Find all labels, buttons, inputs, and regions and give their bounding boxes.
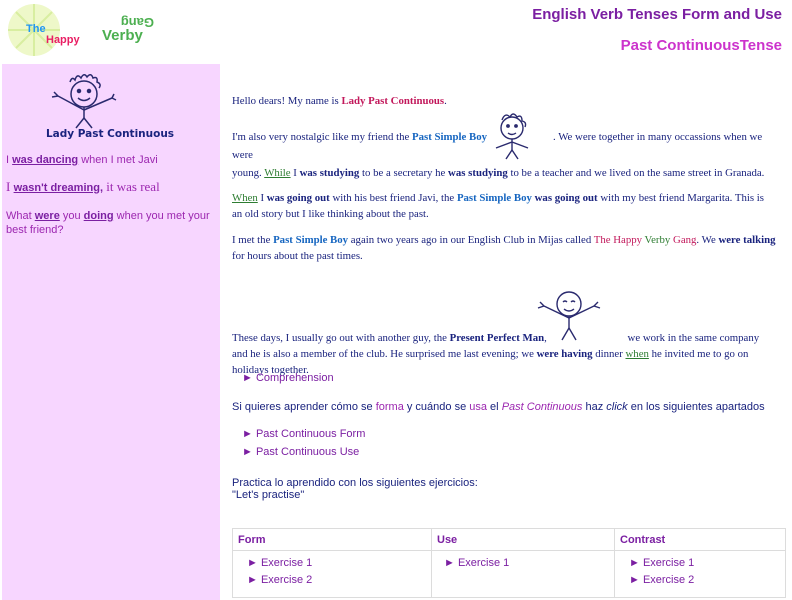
column-header-use: Use	[432, 529, 615, 551]
exercises-table	[232, 528, 786, 598]
page-subtitle: Past ContinuousTense	[620, 37, 782, 54]
contrast-exercise-2-link[interactable]: ► Exercise 2	[629, 574, 695, 586]
sidebar-example-1: I was dancing when I met Javi	[6, 154, 158, 166]
paragraph-6: These days, I usually go out with another guy, the Present Perfect Man, we work in the same company and he is also a member of the club. He surprised me last evening; we were having dinner when he invited me to go on holidays together.	[232, 332, 760, 376]
site-logo[interactable]	[4, 2, 174, 58]
sidebar	[2, 64, 220, 600]
column-header-form: Form	[233, 529, 432, 551]
past-continuous-use-link[interactable]: ► Past Continuous Use	[242, 446, 360, 458]
sidebar-example-3: What were you doing when you met your best friend?	[6, 210, 210, 236]
logo-word-gang: Gang	[120, 15, 154, 30]
form-exercise-1-link[interactable]: ► Exercise 1	[247, 557, 313, 569]
form-exercise-2-link[interactable]: ► Exercise 2	[247, 574, 313, 586]
form-exercises-cell	[233, 551, 432, 598]
character-name: Past Simple Boy	[412, 131, 488, 143]
use-exercises-cell	[432, 551, 615, 598]
verb-link[interactable]: were	[34, 210, 60, 222]
comprehension-link[interactable]: ► Comprehension	[242, 372, 334, 384]
instructions-text: Si quieres aprender cómo se forma y cuándo se usa el Past Continuous haz click en los siguientes apartados	[232, 401, 765, 413]
column-header-contrast: Contrast	[615, 529, 786, 551]
verb-link[interactable]: wasn't dreaming,	[13, 182, 104, 194]
practice-label: "Let's practise"	[232, 489, 305, 501]
time-word-link[interactable]: When	[232, 192, 258, 204]
past-continuous-form-link[interactable]: ► Past Continuous Form	[242, 428, 366, 440]
paragraph-2: I'm also very nostalgic like my friend the Past Simple Boy . We were together in many occassions when we were	[232, 131, 763, 161]
character-name: Lady Past Continuous	[341, 95, 445, 107]
lady-past-continuous-illustration	[46, 70, 122, 130]
paragraph-3: young. While I was studying to be a secretary he was studying to be a teacher and we lived on the same street in Granada.	[232, 167, 765, 179]
contrast-exercise-1-link[interactable]: ► Exercise 1	[629, 557, 695, 569]
verb-link[interactable]: was dancing	[12, 154, 79, 166]
time-word-link[interactable]: when	[625, 348, 649, 360]
intro-paragraph: Hello dears! My name is Lady Past Continuous.	[232, 95, 447, 107]
verb-link[interactable]: doing	[83, 210, 114, 222]
paragraph-4: When I was going out with his best friend Javi, the Past Simple Boy was going out with my best friend Margarita. This is an old story but I like thinking about the past.	[232, 192, 764, 220]
contrast-exercises-cell	[615, 551, 786, 598]
sidebar-example-2: I wasn't dreaming, it was real	[6, 179, 160, 194]
paragraph-5: I met the Past Simple Boy again two years ago in our English Club in Mijas called The Happy Verby Gang. We were talking for hours about the past times.	[232, 234, 776, 262]
practice-instructions: Practica lo aprendido con los siguientes ejercicios:	[232, 477, 478, 489]
page-title: English Verb Tenses Form and Use	[532, 6, 782, 23]
logo-word-verby: Verby	[102, 27, 143, 44]
time-word-link[interactable]: While	[264, 167, 291, 179]
use-exercise-1-link[interactable]: ► Exercise 1	[444, 557, 510, 569]
past-simple-boy-illustration	[484, 110, 540, 160]
character-title: Lady Past Continuous	[45, 128, 175, 140]
logo-word-the: The	[26, 23, 46, 35]
logo-word-happy: Happy	[46, 34, 80, 46]
